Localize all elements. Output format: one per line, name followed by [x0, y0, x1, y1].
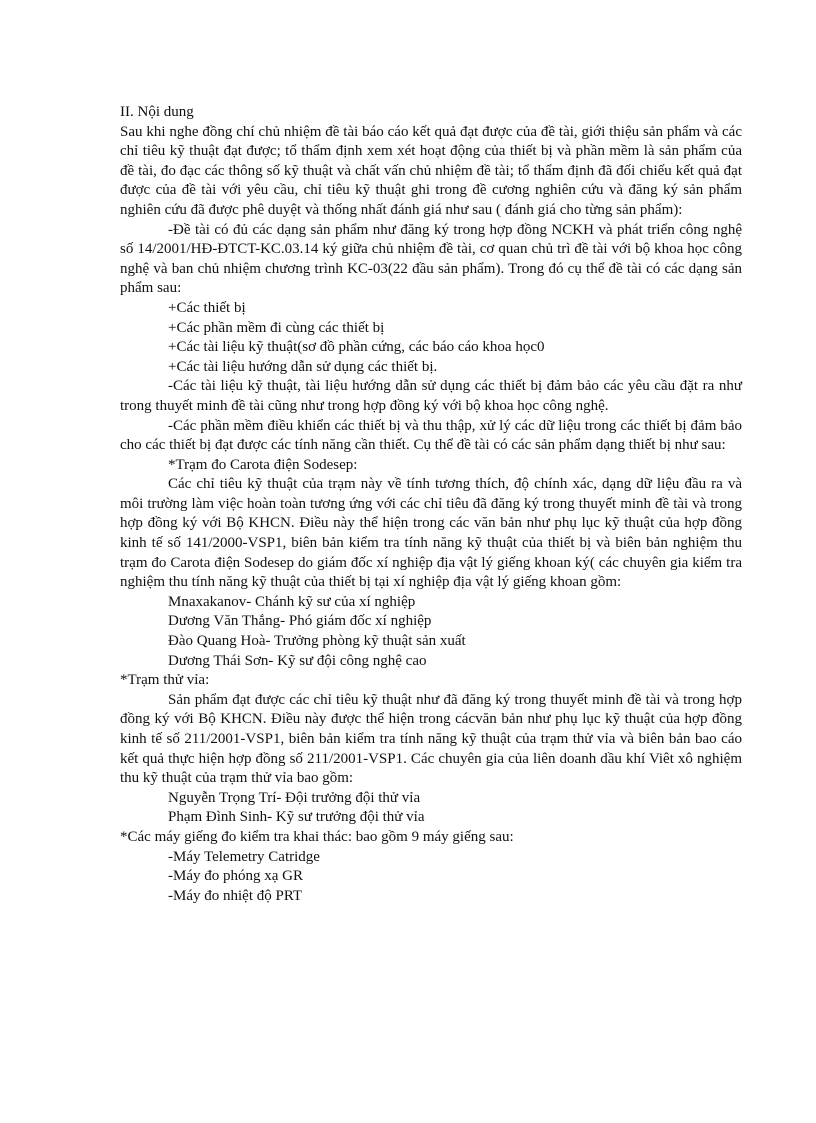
docs-paragraph: -Các tài liệu kỹ thuật, tài liệu hướng dẫn sử dụng các thiết bị đảm bảo các yêu cầu đặt ra như trong thuyết minh đề tài cũng như trong hợp đồng ký với bộ khoa học công nghệ. [120, 378, 742, 414]
list-item: Phạm Đình Sinh- Kỹ sư trưởng đội thử vỉa [168, 809, 425, 826]
subheading-well-tools: *Các máy giếng đo kiểm tra khai thác: bao gồm 9 máy giếng sau: [120, 828, 514, 845]
list-item: -Máy đo nhiệt độ PRT [168, 887, 303, 904]
sodesep-paragraph: Các chỉ tiêu kỹ thuật của trạm này về tính tương thích, độ chính xác, dạng dữ liệu đầu ra và môi trường làm việc hoàn toàn tương ứng với các chỉ tiêu đã đăng ký trong thuyết minh đề tài và trong hợp đồng ký với Bộ KHCN. Điều này thể hiện trong các văn bản như phụ lục kỹ thuật của hợp đồng kinh tế số 141/2000-VSP1, biên bản kiểm tra tính năng kỹ thuật của thiết bị và biên bản nghiệm thu trạm đo Carota điện Sodesep do giám đốc xí nghiệp địa vật lý giếng khoan ký( các chuyên gia kiểm tra nghiệm thu tính năng kỹ thuật của thiết bị tại xí nghiệp địa vật lý giếng khoan gồm: [120, 476, 742, 591]
list-item: Dương Thái Sơn- Kỹ sư đội công nghệ cao [168, 652, 427, 669]
products-paragraph: -Đề tài có đủ các dạng sản phẩm như đăng ký trong hợp đồng NCKH và phát triển công nghệ số 14/2001/HĐ-ĐTCT-KC.03.14 ký giữa chủ nhiệm đề tài, cơ quan chủ trì đề tài với bộ khoa học công nghệ và ban chủ nhiệm chương trình KC-03(22 đầu sản phẩm). Trong đó cụ thể đề tài có các dạng sản phẩm sau: [120, 221, 742, 297]
list-item: Dương Văn Thắng- Phó giám đốc xí nghiệp [168, 613, 432, 630]
list-item: -Máy đo phóng xạ GR [168, 868, 303, 885]
document-page [120, 103, 742, 906]
subheading-test-station: *Trạm thử vỉa: [120, 672, 210, 689]
software-paragraph: -Các phần mềm điều khiển các thiết bị và thu thập, xử lý các dữ liệu trong các thiết bị đảm bảo cho các thiết bị đạt được các tính năng cần thiết. Cụ thể đề tài có các sản phẩm dạng thiết bị như sau: [120, 417, 742, 454]
list-item: +Các tài liệu kỹ thuật(sơ đồ phần cứng, các báo cáo khoa học0 [168, 339, 545, 356]
list-item: Nguyễn Trọng Trí- Đội trưởng đội thử vỉa [168, 789, 421, 806]
intro-paragraph: Sau khi nghe đồng chí chủ nhiệm đề tài báo cáo kết quả đạt được của đề tài, giới thiệu sản phẩm và các chỉ tiêu kỹ thuật đạt được; tổ thẩm định xem xét hoạt động của thiết bị và phần mềm là sản phẩm của đề tài, đo đạc các thông số kỹ thuật và chất vấn chủ nhiệm đề tài; tổ thẩm định đã đối chiếu kết quả đạt được của đề tài với yêu cầu, chỉ tiêu kỹ thuật ghi trong đề cương nghiên cứu và đăng ký sản phẩm nghiên cứu đã được phê duyệt và thống nhất đánh giá như sau ( đánh giá cho từng sản phẩm): [120, 123, 742, 218]
subheading-sodesep: *Trạm đo Carota điện Sodesep: [168, 456, 358, 473]
list-item: Đào Quang Hoà- Trưởng phòng kỹ thuật sản xuất [168, 633, 466, 650]
list-item: -Máy Telemetry Catridge [168, 848, 320, 865]
test-station-paragraph: Sản phẩm đạt được các chỉ tiêu kỹ thuật như đã đăng ký trong thuyết minh đề tài và trong hợp đồng ký với Bộ KHCN. Điều này được thể hiện trong cácvăn bản như phụ lục kỹ thuật của hợp đồng kinh tế số 211/2001-VSP1, biên bản kiểm tra tính năng kỹ thuật của trạm thử vỉa và biên bản bao cáo kết quả thực hiện hợp đồng số 211/2001-VSP1. Các chuyên gia của liên doanh dầu khí Viêt xô nghiệm thu kỹ thuật của trạm thử vỉa bao gồm: [120, 691, 742, 787]
list-item: +Các phần mềm đi cùng các thiết bị [168, 319, 385, 336]
list-item: +Các thiết bị [168, 299, 246, 316]
section-heading: II. Nội dung [120, 104, 194, 120]
list-item: Mnaxakanov- Chánh kỹ sư của xí nghiệp [168, 593, 416, 610]
list-item: +Các tài liệu hướng dẫn sử dụng các thiết bị. [168, 358, 438, 375]
